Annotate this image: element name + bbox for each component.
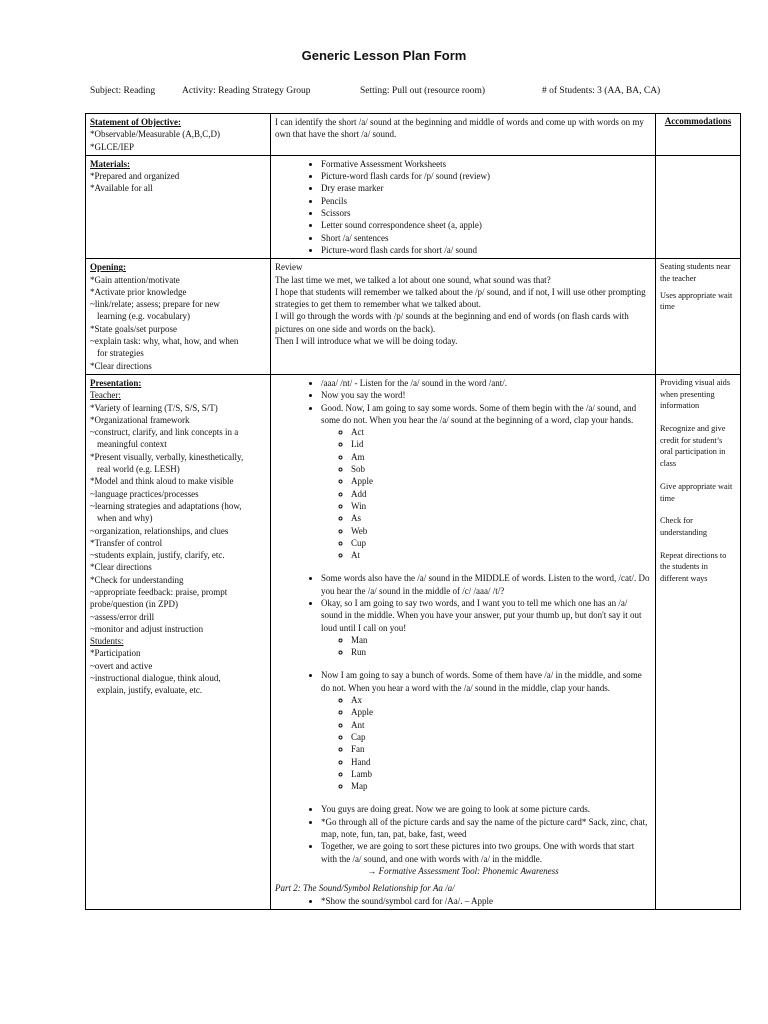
opening-label-cell [86, 259, 271, 375]
student-guideline: *Participation [90, 648, 141, 659]
teacher-guideline: ~construct, clarify, and link concepts in a [90, 427, 239, 438]
teacher-guideline: meaningful context [97, 439, 167, 450]
students-heading: Students: [90, 636, 124, 647]
student-guideline: ~overt and active [90, 660, 153, 671]
presentation-list-4 [275, 803, 651, 864]
presentation-step [321, 402, 651, 562]
accommodation-note: Check for understanding [660, 516, 708, 537]
materials-item: • Dry erase marker [321, 182, 651, 194]
presentation-label-cell [86, 374, 271, 909]
word-item: ◦ Cup [351, 537, 651, 549]
word-list-pair [321, 634, 651, 659]
teacher-guideline: ~assess/error drill [90, 611, 155, 622]
teacher-guideline: *Present visually, verbally, kinesthetically, [90, 451, 244, 462]
word-item: ◦ Add [351, 488, 651, 500]
presentation-step [321, 669, 651, 792]
lesson-plan-table [85, 113, 741, 910]
presentation-step: • You guys are doing great. Now we are going to look at some picture cards. [321, 803, 651, 815]
opening-guideline: ~explain task: why, what, how, and when [90, 336, 239, 347]
word-item: ◦ Ax [351, 694, 651, 706]
materials-item: • Letter sound correspondence sheet (a, apple) [321, 219, 651, 231]
teacher-guideline: ~appropriate feedback: praise, prompt [90, 586, 228, 597]
word-item: ◦ Hand [351, 756, 651, 768]
teacher-guideline: ~monitor and adjust instruction [90, 623, 204, 634]
opening-paragraph: I will go through the words with /p/ sounds at the beginning and end of words (on flash cards with pictures on one side and words on the back). [275, 311, 629, 334]
materials-item: • Short /a/ sentences [321, 232, 651, 244]
word-item: ◦ Cap [351, 731, 651, 743]
teacher-guideline: when and why) [97, 513, 153, 524]
presentation-accommodations-cell [656, 374, 741, 909]
teacher-guideline: *Organizational framework [90, 414, 190, 425]
opening-row [86, 259, 741, 375]
accommodation-note: Seating students near the teacher [660, 262, 731, 283]
opening-guideline: *Activate prior knowledge [90, 286, 187, 297]
teacher-guideline: probe/question (in ZPD) [90, 599, 178, 610]
materials-item: • Picture-word flash cards for /p/ sound (review) [321, 170, 651, 182]
page-title: Generic Lesson Plan Form [301, 48, 467, 63]
word-item: ◦ Lid [351, 438, 651, 450]
opening-guideline: *Gain attention/motivate [90, 274, 180, 285]
presentation-list-3 [275, 669, 651, 792]
opening-guideline: for strategies [97, 348, 144, 359]
presentation-step-text: Okay, so I am going to say two words, and I want you to tell me which one has an /a/ sound in the middle. When you have your answer, put your thumb up, but don't say it out loud until I call on you! [321, 597, 642, 633]
materials-list [275, 158, 651, 256]
materials-item: • Scissors [321, 207, 651, 219]
presentation-heading: Presentation: [90, 377, 142, 388]
teacher-guideline: *Clear directions [90, 562, 152, 573]
word-item: ◦ At [351, 549, 651, 561]
word-item: ◦ Fan [351, 743, 651, 755]
word-item: ◦ Lamb [351, 768, 651, 780]
teacher-guideline: ~learning strategies and adaptations (how, [90, 500, 242, 511]
opening-guideline: learning (e.g. vocabulary) [97, 311, 190, 322]
accommodation-note: Repeat directions to the students in different ways [660, 550, 727, 584]
student-guideline: ~instructional dialogue, think aloud, [90, 673, 221, 684]
word-item: ◦ As [351, 512, 651, 524]
objective-text: I can identify the short /a/ sound at the beginning and middle of words and come up with words on my own that have the short /a/ sound. [275, 117, 644, 140]
teacher-guideline: *Variety of learning (T/S, S/S, S/T) [90, 402, 218, 413]
word-item: ◦ Sob [351, 463, 651, 475]
materials-list-cell [271, 155, 656, 258]
accommodation-note: Uses appropriate wait time [660, 290, 733, 312]
presentation-step-text: Good. Now, I am going to say some words. Some of them begin with the /a/ sound, and some do not. When you hear the /a/ sound at the beginning of a word, clap your hands. [321, 402, 637, 425]
word-item: ◦ Apple [351, 706, 651, 718]
word-item: ◦ Man [351, 634, 651, 646]
opening-guideline: *Clear directions [90, 360, 152, 371]
opening-guideline: ~link/relate; assess; prepare for new [90, 299, 220, 310]
presentation-step: • Now you say the word! [321, 389, 651, 401]
word-item: ◦ Run [351, 646, 651, 658]
word-item: ◦ Apple [351, 475, 651, 487]
teacher-guideline: ~students explain, justify, clarify, etc. [90, 550, 225, 561]
objective-text-cell [271, 114, 656, 156]
presentation-step: • /aaa/ /nt/ - Listen for the /a/ sound in the word /ant/. [321, 377, 651, 389]
opening-paragraph: Review [275, 262, 303, 273]
accommodations-heading: Accommodations [664, 116, 732, 126]
presentation-step: • *Show the sound/symbol card for /Aa/. – Apple [321, 895, 651, 907]
materials-criteria: *Prepared and organized [90, 171, 180, 182]
presentation-list-2 [275, 572, 651, 658]
assessment-tool-note: → Formative Assessment Tool: Phonemic Awareness [367, 865, 559, 876]
opening-guideline: *State goals/set purpose [90, 323, 177, 334]
opening-content-cell [271, 259, 656, 375]
presentation-step: • *Go through all of the picture cards and say the name of the picture card* Sack, zinc, chat, map, note, fun, tan, pat, bake, fast, weed [321, 816, 651, 841]
objective-label-cell [86, 114, 271, 156]
opening-paragraph: Then I will introduce what we will be doing today. [275, 336, 458, 347]
objective-row [86, 114, 741, 156]
teacher-guideline: ~organization, relationships, and clues [90, 525, 229, 536]
objective-criteria: *Observable/Measurable (A,B,C,D) [90, 129, 220, 140]
accommodations-header-cell [656, 114, 741, 156]
word-item: ◦ Map [351, 780, 651, 792]
presentation-step: • Some words also have the /a/ sound in the MIDDLE of words. Listen to the word, /cat/. Do you hear the /a/ sound in the middle of /c/ /aaa/ /t/? [321, 572, 651, 597]
accommodation-note: Recognize and give credit for student’s oral participation in class [660, 424, 726, 469]
word-item: ◦ Am [351, 451, 651, 463]
teacher-guideline: real world (e.g. LESH) [97, 464, 180, 475]
students-label: # of Students: 3 (AA, BA, CA) [542, 86, 661, 96]
word-list-middle [321, 694, 651, 792]
teacher-guideline: *Check for understanding [90, 574, 184, 585]
teacher-heading: Teacher: [90, 390, 121, 401]
presentation-step [321, 597, 651, 658]
teacher-guideline: *Model and think aloud to make visible [90, 476, 234, 487]
subject-label: Subject: Reading [90, 86, 156, 96]
accommodation-note: Providing visual aids when presenting information [660, 377, 731, 411]
accommodation-note: Give appropriate wait time [660, 481, 733, 503]
materials-item: • Picture-word flash cards for short /a/ sound [321, 244, 651, 256]
word-item: ◦ Act [351, 426, 651, 438]
opening-paragraph: I hope that students will remember we talked about the /p/ sound, and if not, I will use other prompting strategies to get them to remember what we talked about. [275, 286, 646, 310]
student-guideline: explain, justify, evaluate, etc. [97, 685, 203, 696]
word-item: ◦ Win [351, 500, 651, 512]
presentation-step: • Together, we are going to sort these pictures into two groups. One with words that start with the /a/ sound, and one with words with /a/ in the middle. [321, 840, 651, 865]
word-item: ◦ Ant [351, 719, 651, 731]
teacher-guideline: *Transfer of control [90, 537, 163, 548]
presentation-content-cell [271, 374, 656, 909]
teacher-guideline: ~language practices/processes [90, 488, 199, 499]
objective-heading: Statement of Objective: [90, 117, 181, 127]
presentation-list-5 [275, 895, 651, 907]
word-item: ◦ Web [351, 525, 651, 537]
part2-heading: Part 2: The Sound/Symbol Relationship for Aa /a/ [275, 883, 455, 894]
presentation-list-1 [275, 377, 651, 561]
word-list-beginning [321, 426, 651, 561]
opening-accommodations-cell [656, 259, 741, 375]
materials-label-cell [86, 155, 271, 258]
materials-criteria: *Available for all [90, 183, 153, 194]
setting-label: Setting: Pull out (resource room) [360, 86, 486, 96]
materials-accommodations-cell [656, 155, 741, 258]
materials-item: • Formative Assessment Worksheets [321, 158, 651, 170]
presentation-step-text: Now I am going to say a bunch of words. Some of them have /a/ in the middle, and some do not. When you hear a word with the /a/ sound in the middle, clap your hands. [321, 670, 642, 693]
opening-heading: Opening: [90, 262, 127, 273]
materials-item: • Pencils [321, 195, 651, 207]
activity-label: Activity: Reading Strategy Group [182, 86, 311, 96]
materials-row [86, 155, 741, 258]
opening-paragraph: The last time we met, we talked a lot about one sound, what sound was that? [275, 274, 551, 285]
presentation-row [86, 374, 741, 909]
objective-criteria: *GLCE/IEP [90, 141, 134, 152]
materials-heading: Materials: [90, 158, 130, 169]
